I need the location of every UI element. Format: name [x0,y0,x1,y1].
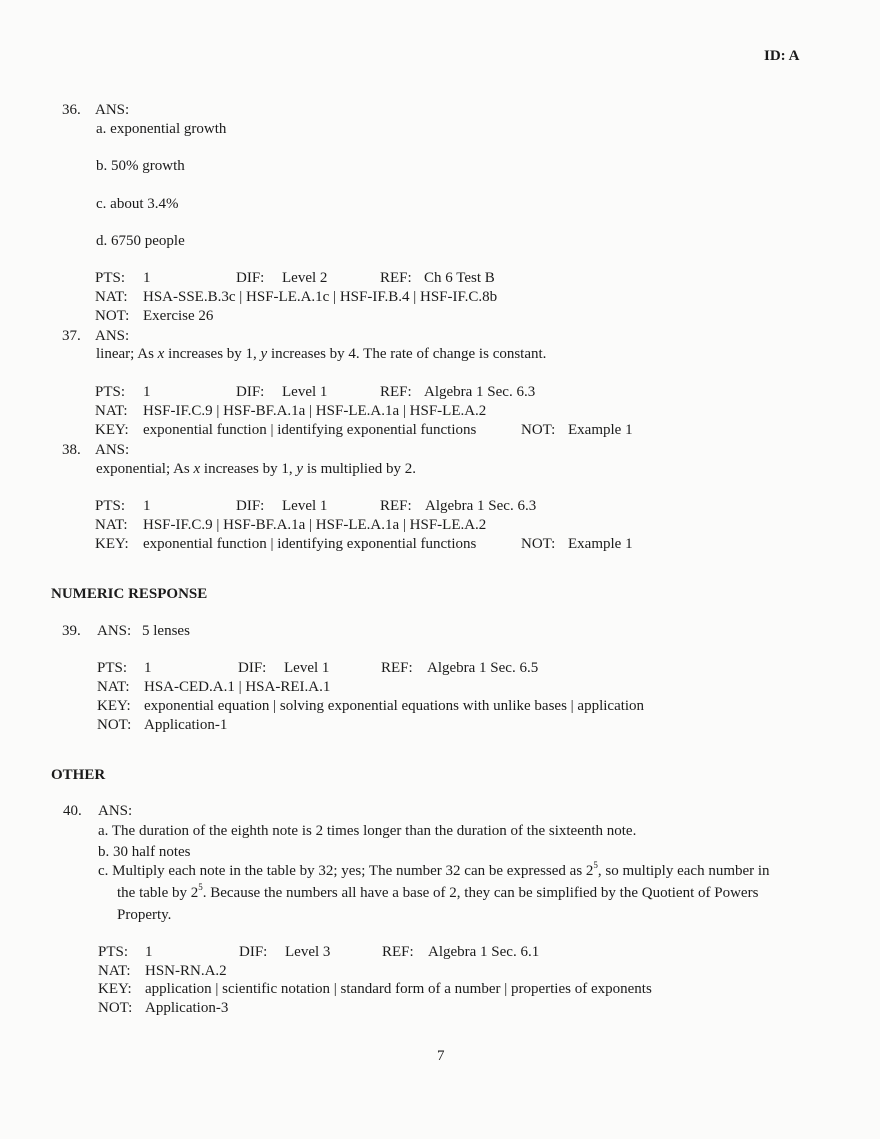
pts-value: 1 [144,660,152,676]
not-value: Application-1 [144,717,228,733]
ref-value: Ch 6 Test B [424,270,495,286]
answer-c-line1: c. Multiply each note in the table by 32; yes; The number 32 can be expressed as $2^5$, so multiply each number in [98,860,770,879]
dif-label: DIF: [239,944,268,960]
nat-label: NAT: [98,963,131,979]
pts-label: PTS: [98,944,129,960]
nat-value: HSF-IF.C.9 | HSF-BF.A.1a | HSF-LE.A.1a | HSF-LE.A.2 [143,403,487,419]
section-heading-numeric-response: NUMERIC RESPONSE [51,586,208,602]
nat-value: HSN-RN.A.2 [145,963,227,979]
ref-label: REF: [381,660,413,676]
section-heading-other: OTHER [51,767,106,783]
ref-label: REF: [382,944,414,960]
nat-value: HSA-CED.A.1 | HSA-REI.A.1 [144,679,331,695]
dif-label: DIF: [238,660,267,676]
id-label: ID: A [764,48,800,64]
nat-value: HSF-IF.C.9 | HSF-BF.A.1a | HSF-LE.A.1a | HSF-LE.A.2 [143,517,487,533]
pts-label: PTS: [95,498,126,514]
ref-label: REF: [380,384,412,400]
not-label: NOT: [97,717,132,733]
pts-value: 1 [143,498,151,514]
nat-label: NAT: [95,517,128,533]
pts-value: 1 [143,270,151,286]
answer-text: linear; As x increases by 1, y increases by 4. The rate of change is constant. [96,346,547,362]
key-label: KEY: [95,422,129,438]
dif-value: Level 1 [284,660,330,676]
dif-label: DIF: [236,498,265,514]
ref-label: REF: [380,498,412,514]
ans-label: ANS: [98,803,133,819]
ref-value: Algebra 1 Sec. 6.1 [428,944,540,960]
not-value: Example 1 [568,422,633,438]
answer-a: a. The duration of the eighth note is 2 times longer than the duration of the sixteenth note. [98,823,637,839]
ans-label: ANS: [95,102,130,118]
answer-text: 5 lenses [142,623,190,639]
pts-value: 1 [143,384,151,400]
page-number: 7 [437,1048,445,1064]
answer-c-line2: the table by $2^5$. Because the numbers all have a base of 2, they can be simplified by the Quotient of Powers [117,882,759,901]
not-value: Example 1 [568,536,633,552]
key-label: KEY: [95,536,129,552]
ans-label: ANS: [95,442,130,458]
pts-label: PTS: [95,384,126,400]
answer-b: b. 50% growth [96,158,185,174]
key-value: exponential function | identifying exponential functions [143,536,477,552]
answer-a: a. exponential growth [96,121,227,137]
ref-value: Algebra 1 Sec. 6.5 [427,660,539,676]
dif-value: Level 2 [282,270,328,286]
dif-label: DIF: [236,270,265,286]
not-label: NOT: [95,308,130,324]
question-number: 38. [62,442,81,458]
key-value: application | scientific notation | standard form of a number | properties of exponents [145,981,652,997]
question-number: 37. [62,328,81,344]
nat-label: NAT: [95,289,128,305]
question-number: 36. [62,102,81,118]
answer-c-line3: Property. [117,907,172,923]
ref-label: REF: [380,270,412,286]
ref-value: Algebra 1 Sec. 6.3 [424,384,536,400]
not-label: NOT: [521,536,556,552]
question-number: 39. [62,623,81,639]
not-label: NOT: [521,422,556,438]
answer-c: c. about 3.4% [96,196,179,212]
not-value: Exercise 26 [143,308,214,324]
key-label: KEY: [98,981,132,997]
dif-value: Level 1 [282,498,328,514]
answer-d: d. 6750 people [96,233,185,249]
pts-value: 1 [145,944,153,960]
not-label: NOT: [98,1000,133,1016]
dif-value: Level 3 [285,944,331,960]
pts-label: PTS: [97,660,128,676]
dif-value: Level 1 [282,384,328,400]
key-label: KEY: [97,698,131,714]
ans-label: ANS: [95,328,130,344]
pts-label: PTS: [95,270,126,286]
key-value: exponential function | identifying exponential functions [143,422,477,438]
answer-b: b. 30 half notes [98,844,191,860]
answer-text: exponential; As x increases by 1, y is multiplied by 2. [96,461,416,477]
nat-value: HSA-SSE.B.3c | HSF-LE.A.1c | HSF-IF.B.4 | HSF-IF.C.8b [143,289,498,305]
ref-value: Algebra 1 Sec. 6.3 [425,498,537,514]
key-value: exponential equation | solving exponential equations with unlike bases | application [144,698,645,714]
question-number: 40. [63,803,82,819]
not-value: Application-3 [145,1000,229,1016]
dif-label: DIF: [236,384,265,400]
nat-label: NAT: [95,403,128,419]
ans-label: ANS: [97,623,132,639]
nat-label: NAT: [97,679,130,695]
